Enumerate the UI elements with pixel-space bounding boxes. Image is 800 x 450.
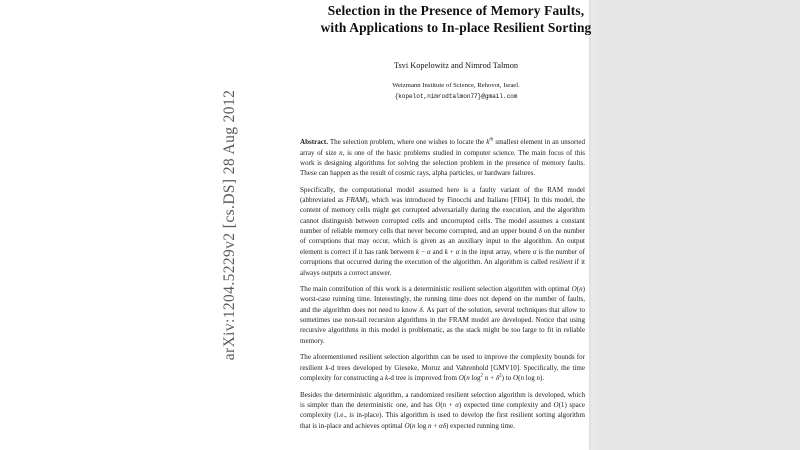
article-content xyxy=(300,0,592,431)
abstract-paragraph-3: The main contribution of this work is a deterministic resilient selection algorithm with optimal O(n) worst-case running time. Interestingly, the running time does not depend on the number of faults, and the algorithm does not need to know δ. As part of the solution, several techniques that allow to sometimes use non-tail recursion algorithms in the FRAM model are developed. Notice that using recursive algorithms in this model is problematic, as the stack might be too large to fit in reliable memory. xyxy=(300,285,585,345)
title-line-1: Selection in the Presence of Memory Faults, xyxy=(327,3,585,18)
abstract-paragraph-2: Specifically, the computational model assumed here is a faulty variant of the RAM model (abbreviated as FRAM), which was introduced by Finocchi and Italiano [FI04]. In this model, the content of memory cells might get corrupted adversarially during the execution, and the algorithm cannot distinguish between corrupted cells and uncorrupted cells. The model assumes a constant number of reliable memory cells that never become corrupted, and an upper bound δ on the number of corruptions that may occur, which is given as an auxiliary input to the algorithm. An output element is correct if it has rank between k − α and k + α in the input array, where α is the number of corruptions that occurred during the execution of the algorithm. An algorithm is called resilient if it always outputs a correct answer. xyxy=(300,185,586,277)
author-list: Tsvi Kopelowitz and Nimrod Talmon xyxy=(393,61,519,71)
abstract-heading: Abstract. xyxy=(300,138,328,147)
arxiv-identifier-stamp: arXiv:1204.5229v2 [cs.DS] 28 Aug 2012 xyxy=(221,89,238,361)
affiliation-line: Weizmann Institute of Science, Rehovot, Israel. xyxy=(392,82,520,90)
title-line-2: with Applications to In-place Resilient Sorting xyxy=(320,19,592,35)
page-title xyxy=(312,0,600,36)
abstract-paragraph-4: The aforementioned resilient selection algorithm can be used to improve the complexity bounds for resilient k-d trees developed by Gieseke, Moruz and Vahrenhold [GMV10]. Specifically, the time complexity for constructing a k-d tree is improved from O(n $\log^2 n + \delta^2$) to O(n log n). xyxy=(300,353,586,382)
abstract-section xyxy=(300,137,585,431)
abstract-paragraph-5: Besides the deterministic algorithm, a randomized resilient selection algorithm is developed, which is simpler than the deterministic one, and has O(n + α) expected time complexity and O(1) space complexity (i.e., is in-place). This algorithm is used to develop the first resilient sorting algorithm that is in-place and achieves optimal O(n log n + αδ) expected running time. xyxy=(300,390,585,430)
abstract-paragraph-1: Abstract. The selection problem, where one wishes to locate the $k^{th}$ smallest element in an unsorted array of size n, is one of the basic problems studied in computer science. The main focus of this work is designing algorithms for solving the selection problem in the presence of memory faults. These can happen as the result of cosmic rays, alpha particles, or hardware failures. xyxy=(300,136,585,178)
contact-email: {kopelot,nimrodtalmon77}@gmail.com xyxy=(394,92,518,100)
